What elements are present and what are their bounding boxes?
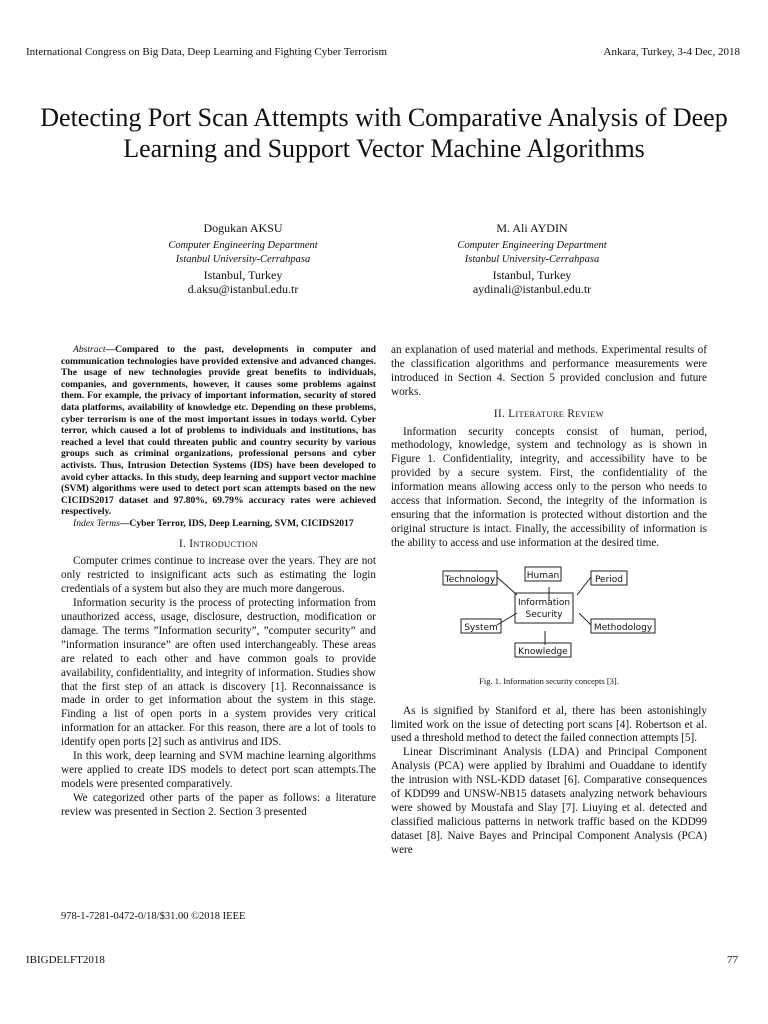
abstract-text: —Compared to the past, developments in computer and communication technologies have provided extensive and advanced changes. The usage of new technologies provide great benefits to individuals, companies, and governments, however, it causes some problems against them. For example, the privacy of important information, security of stored data platforms, availability of knowledge etc. Depending on these problems, cyber terrorism is one of the most important issues in todays world. Cyber terror, which caused a lot of problems to individuals and institutions, has reached a level that could threaten public and country security by various groups such as criminal organizations, professional persons and cyber activists. Thus, Intrusion Detection Systems (IDS) have been developed to avoid cyber attacks. In this study, deep learning and support vector machine (SVM) algorithms were used to detect port scan attempts based on the new CICIDS2017 dataset and 97.80%, 69.79% accuracy rates were achieved respectively. <box>61 344 376 518</box>
section-rest: EVIEW <box>575 408 605 419</box>
literature-paragraph: Information security concepts consist of human, period, methodology, knowledge, system and technology as is shown in Figure 1. Confidentiality, integrity, and accessibility have to be provided by a secure system. First, the confidentiality of the information means allowing access only to the person who needs to access that information. Second, the integrity of the information is ensuring that the information is protected without distortion and the original structure is intact. Finally, the accessibility of information is the ability to access and use information at the desired time. <box>391 425 707 549</box>
page-number: 77 <box>727 954 738 966</box>
author-block-2 <box>392 221 672 297</box>
left-column <box>61 344 376 820</box>
author-university: Istanbul University-Cerrahpasa <box>175 254 311 265</box>
author-name: Dogukan AKSU <box>203 221 283 235</box>
author-department: Computer Engineering Department <box>457 239 607 251</box>
author-email: d.aksu@istanbul.edu.tr <box>187 282 299 296</box>
author-department: Computer Engineering Department <box>168 239 318 251</box>
connector-methodology <box>579 613 591 625</box>
figure-1 <box>391 561 707 671</box>
abstract-label: Abstract <box>73 344 106 355</box>
author-city: Istanbul, Turkey <box>492 267 572 282</box>
section-number: I. <box>179 537 187 550</box>
node-system-label: System <box>464 622 498 633</box>
connector-period <box>577 577 591 595</box>
paper-title: Detecting Port Scan Attempts with Comparative Analysis of Deep Learning and Support Vector Machine Algorithms <box>40 103 728 163</box>
information-security-diagram <box>391 561 707 671</box>
figure-caption: Fig. 1. Information security concepts [3]. <box>479 675 619 686</box>
node-period-label: Period <box>594 574 624 585</box>
node-human-label: Human <box>526 570 560 581</box>
node-technology-label: Technology <box>444 574 496 585</box>
intro-paragraph: We categorized other parts of the paper as follows: a literature review was presented in Section 2. Section 3 presented <box>61 791 376 818</box>
intro-paragraph: Computer crimes continue to increase over the years. They are not only restricted to insignificant acts such as estimating the login credentials of a system but also they are much more dangerous. <box>61 555 376 596</box>
section-rest: ITERATURE <box>515 408 565 419</box>
section-heading-introduction <box>61 538 376 552</box>
author-email: aydinali@istanbul.edu.tr <box>472 282 592 296</box>
section-number: II. <box>493 407 506 420</box>
node-knowledge-label: Knowledge <box>518 646 568 657</box>
section-initial: L <box>508 407 516 420</box>
section-initial: I <box>189 537 194 550</box>
literature-paragraph: As is signified by Staniford et al, there has been astonishingly limited work on the issue of detecting port scans [4]. Robertson et al. used a threshold method to detect the failed connection attempts [5]. <box>391 704 707 745</box>
section-initial: R <box>567 407 576 420</box>
index-terms-label: Index Terms <box>73 517 120 529</box>
index-terms <box>61 518 376 530</box>
connector-technology <box>497 577 517 595</box>
author-name: M. Ali AYDIN <box>496 221 568 235</box>
intro-paragraph: Information security is the process of protecting information from unauthorized access, usage, disclosure, destruction, modification or damage. The terms ”Information security”, ”computer security” and ”information insurance” are often used interchangeably. These areas are related to each other and have common goals to provide availability, confidentiality, and integrity of information. Studies show that the first step of an attack is discovery [1]. Reconnaissance is made in order to get information about the system in this stage. Finding a list of open ports in a system provides very critical information for an attacker. For this reason, there are a lot of tools to identify open ports [2] such as antivirus and IDS. <box>61 597 376 749</box>
location-date: Ankara, Turkey, 3-4 Dec, 2018 <box>603 46 740 58</box>
continued-paragraph: an explanation of used material and methods. Experimental results of the classification algorithms and performance measurements were introduced in Section 4. Section 5 provided conclusion and future works. <box>391 344 707 398</box>
node-center-label-1: Information <box>517 597 571 608</box>
node-center-label-2: Security <box>525 609 563 620</box>
literature-paragraph: Linear Discriminant Analysis (LDA) and Principal Component Analysis (PCA) were applied by Ibrahimi and Ouaddane to identify the intrusion with NSL-KDD dataset [6]. Comparative consequences of KDD99 and UNSW-NB15 datasets analyzing network behaviours were showed by Moustafa and Slay [7]. Liuying et al. detected and classified malicious patterns in network traffic based on the KDD99 dataset [8]. Naive Bayes and Principal Component Analysis (PCA) were <box>391 746 707 856</box>
copyright-notice: 978-1-7281-0472-0/18/$31.00 ©2018 IEEE <box>61 911 246 922</box>
abstract <box>61 344 376 518</box>
author-city: Istanbul, Turkey <box>203 267 283 282</box>
author-block-1 <box>103 221 383 297</box>
section-rest: NTRODUCTION <box>193 538 258 549</box>
right-column <box>391 344 707 858</box>
author-university: Istanbul University-Cerrahpasa <box>464 254 600 265</box>
conference-header: International Congress on Big Data, Deep Learning and Fighting Cyber Terrorism <box>26 46 388 58</box>
section-heading-literature-review <box>391 408 707 422</box>
node-methodology-label: Methodology <box>593 622 653 633</box>
footer-conference-code: IBIGDELFT2018 <box>26 954 105 966</box>
intro-paragraph: In this work, deep learning and SVM machine learning algorithms were applied to create IDS models to detect port scan attempts.The models were presented comparatively. <box>61 750 376 790</box>
index-terms-text: —Cyber Terror, IDS, Deep Learning, SVM, CICIDS2017 <box>119 517 354 529</box>
